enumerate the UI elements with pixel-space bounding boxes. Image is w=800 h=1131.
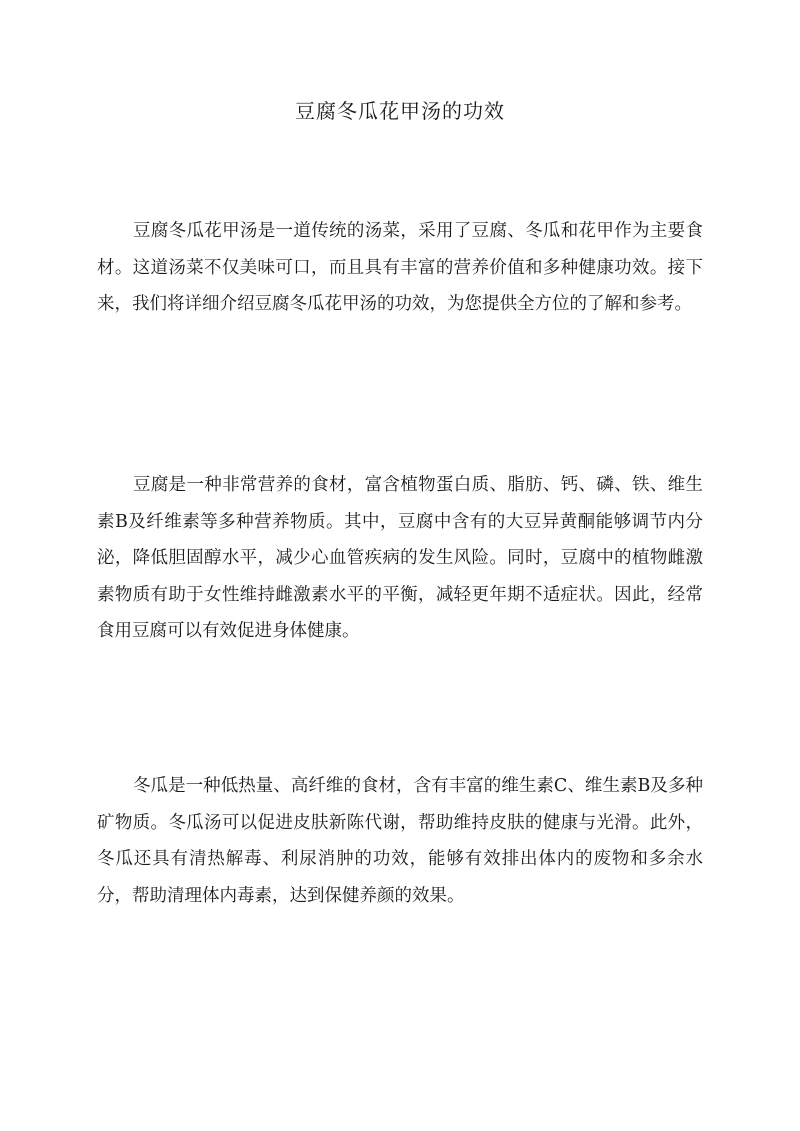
paragraph-winter-melon: 冬瓜是一种低热量、高纤维的食材，含有丰富的维生素C、维生素B及多种矿物质。冬瓜汤可以促进皮肤新陈代谢，帮助维持皮肤的健康与光滑。此外，冬瓜还具有清热解毒、利尿消肿的功效，能够有效排出体内的废物和多余水分，帮助清理体内毒素，达到保健养颜的效果。 [97, 776, 703, 906]
page-title: 豆腐冬瓜花甲汤的功效 [295, 99, 505, 123]
paragraph-tofu: 豆腐是一种非常营养的食材，富含植物蛋白质、脂肪、钙、磷、铁、维生素B及纤维素等多种营养物质。其中，豆腐中含有的大豆异黄酮能够调节内分泌，降低胆固醇水平，减少心血管疾病的发生风险。同时，豆腐中的植物雌激素物质有助于女性维持雌激素水平的平衡，减轻更年期不适症状。因此，经常食用豆腐可以有效促进身体健康。 [97, 475, 703, 641]
paragraph-intro: 豆腐冬瓜花甲汤是一道传统的汤菜，采用了豆腐、冬瓜和花甲作为主要食材。这道汤菜不仅美味可口，而且具有丰富的营养价值和多种健康功效。接下来，我们将详细介绍豆腐冬瓜花甲汤的功效，为您提供全方位的了解和参考。 [97, 221, 703, 314]
